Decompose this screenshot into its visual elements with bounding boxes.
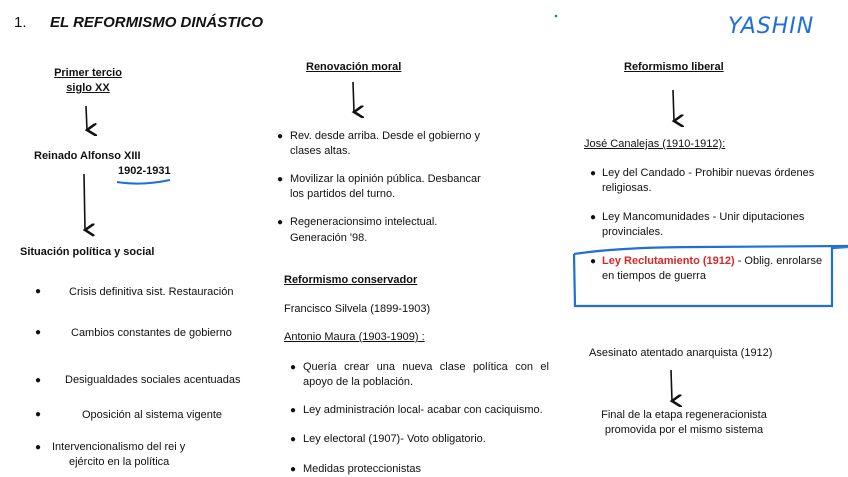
arrow-down-icon <box>671 370 672 401</box>
bullet: ● <box>35 375 42 386</box>
ink-dot <box>555 15 558 18</box>
list-item: Cambios constantes de gobierno <box>71 327 232 339</box>
logo: YASHIN <box>728 14 815 39</box>
end-line2: promovida por el mismo sistema <box>604 424 764 436</box>
list-item: Generación '98. <box>290 232 368 244</box>
bullet: ● <box>590 168 597 179</box>
list-item: los partidos del turno. <box>290 188 396 200</box>
col2-heading: Renovación moral <box>306 61 402 73</box>
bullet: ● <box>277 217 284 228</box>
bullet: ● <box>35 286 42 297</box>
list-item: Desigualdades sociales acentuadas <box>65 374 241 386</box>
list-item: Crisis definitiva sist. Restauración <box>69 286 234 298</box>
list-item: Rev. desde arriba. Desde el gobierno y <box>290 130 480 142</box>
situation-heading: Situación política y social <box>20 246 155 258</box>
list-item: Oposición al sistema vigente <box>82 409 223 421</box>
list-item: Ley administración local- acabar con caciquismo. <box>303 404 543 416</box>
bullet: ● <box>290 464 297 475</box>
maura-label: Antonio Maura (1903-1909) : <box>284 331 425 343</box>
bullet: ● <box>35 327 42 338</box>
list-item: religiosas. <box>602 182 652 194</box>
bullet: ● <box>35 409 42 420</box>
list-item: apoyo de la población. <box>303 376 414 388</box>
bullet: ● <box>590 256 597 267</box>
list-item: en tiempos de guerra <box>602 270 706 282</box>
list-item: Regeneracionsimo intelectual. <box>290 216 438 228</box>
list-item: Quería crear una nueva clase política con el <box>303 361 549 373</box>
bullet: ● <box>590 212 597 223</box>
page-title: EL REFORMISMO DINÁSTICO <box>50 14 264 31</box>
bullet: ● <box>290 434 297 445</box>
arrow-down-icon <box>673 90 674 121</box>
section-number: 1. <box>14 14 27 31</box>
bullet: ● <box>290 362 297 373</box>
list-item: Ley electoral (1907)- Voto obligatorio. <box>303 433 486 445</box>
arrow-down-icon <box>353 82 354 112</box>
arrow-down-icon <box>84 174 85 230</box>
col1-heading-line1: Primer tercio <box>54 67 122 79</box>
silvela-label: Francisco Silvela (1899-1903) <box>284 303 431 315</box>
col3-heading: Reformismo liberal <box>624 61 724 73</box>
conservative-heading: Reformismo conservador <box>284 274 418 286</box>
list-item: Movilizar la opinión pública. Desbancar <box>290 173 481 185</box>
end-line1: Final de la etapa regeneracionista <box>601 409 767 421</box>
list-item: provinciales. <box>602 226 664 238</box>
ink-underline <box>117 180 170 184</box>
list-item: clases altas. <box>290 145 351 157</box>
reclutamiento-desc: - Oblig. enrolarse <box>734 255 823 267</box>
canalejas-label: José Canalejas (1910-1912): <box>584 138 726 150</box>
col1-heading-line2: siglo XX <box>66 82 110 94</box>
list-item: Ley Mancomunidades - Unir diputaciones <box>602 211 805 223</box>
arrow-down-icon <box>86 106 87 130</box>
list-item: Intervencionalismo del rei y <box>52 441 186 453</box>
list-item: ejército en la política <box>69 456 170 468</box>
bullet: ● <box>277 174 284 185</box>
bullet: ● <box>277 131 284 142</box>
bullet: ● <box>35 442 42 453</box>
list-item: Ley del Candado - Prohibir nuevas órdenes <box>602 167 815 179</box>
bullet: ● <box>290 405 297 416</box>
ink-highlight-box <box>574 246 848 306</box>
assassination-label: Asesinato atentado anarquista (1912) <box>589 347 773 359</box>
reclutamiento-highlight: Ley Reclutamiento (1912) <box>602 255 735 267</box>
reign-label: Reinado Alfonso XIII <box>34 150 141 162</box>
list-item: Medidas proteccionistas <box>303 463 422 475</box>
reign-years: 1902-1931 <box>118 165 171 177</box>
